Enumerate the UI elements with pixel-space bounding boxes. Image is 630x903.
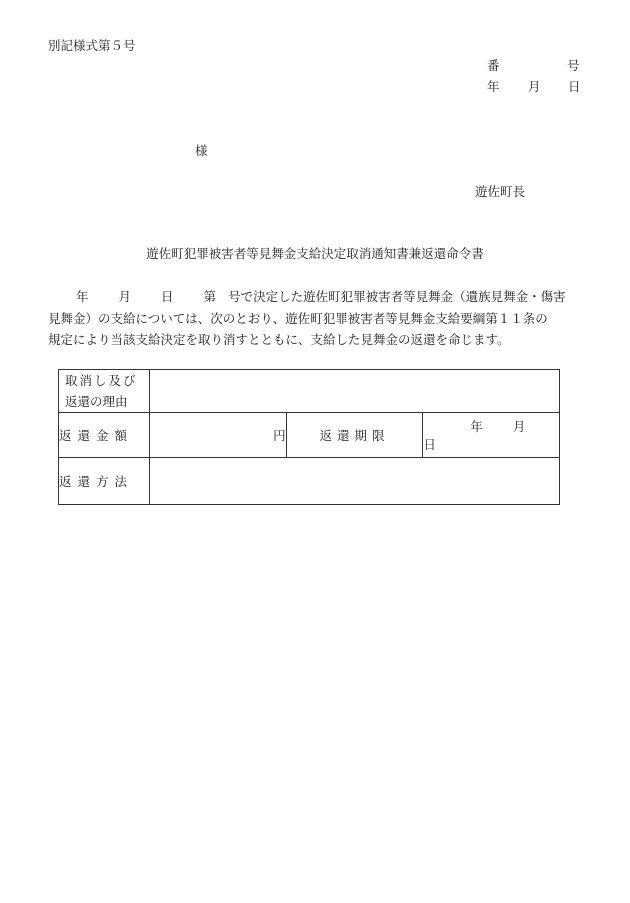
reason-label-cell xyxy=(59,370,150,413)
document-number-label: 番 xyxy=(487,58,500,73)
body-line-2: 見舞金）の支給については、次のとおり、遊佐町犯罪被害者等見舞金支給要綱第１１条の xyxy=(48,311,548,326)
deadline-year: 年 xyxy=(470,419,483,434)
addressee-honorific: 様 xyxy=(195,143,208,158)
body-month: 月 xyxy=(118,289,132,304)
issue-date-month: 月 xyxy=(528,79,541,94)
method-value-field[interactable] xyxy=(150,458,560,505)
amount-label: 返還金額 xyxy=(59,413,150,458)
reason-label-line-1: 取消し及び xyxy=(65,373,138,388)
deadline-label: 返還期限 xyxy=(286,413,423,458)
body-day: 日 xyxy=(161,289,174,304)
body-year: 年 xyxy=(76,289,89,304)
method-label: 返還方法 xyxy=(59,458,150,505)
form-number-label: 別記様式第５号 xyxy=(48,38,136,53)
sender-title: 遊佐町長 xyxy=(475,184,526,199)
reason-label-line-2: 返還の理由 xyxy=(65,394,128,409)
document-title: 遊佐町犯罪被害者等見舞金支給決定取消通知書兼返還命令書 xyxy=(146,246,484,261)
body-line-1 xyxy=(76,291,566,304)
amount-row xyxy=(59,413,560,458)
body-dai: 第 xyxy=(203,289,217,304)
method-row xyxy=(59,458,560,505)
body-line-1-tail: 号で決定した遊佐町犯罪被害者等見舞金（遺族見舞金・傷害 xyxy=(228,289,566,304)
reason-row xyxy=(59,370,560,413)
amount-unit: 円 xyxy=(273,428,286,443)
deadline-day: 日 xyxy=(423,437,436,452)
issue-date-day: 日 xyxy=(568,79,581,94)
repayment-form-table xyxy=(58,369,560,505)
body-line-3: 規定により当該支給決定を取り消すとともに、支給した見舞金の返還を命じます。 xyxy=(48,332,510,347)
document-number-suffix: 号 xyxy=(567,58,580,73)
deadline-month: 月 xyxy=(512,419,526,434)
deadline-value-field[interactable] xyxy=(423,413,560,458)
amount-value-field[interactable] xyxy=(150,413,287,458)
issue-date-year: 年 xyxy=(487,79,500,94)
reason-value-field[interactable] xyxy=(150,370,560,413)
